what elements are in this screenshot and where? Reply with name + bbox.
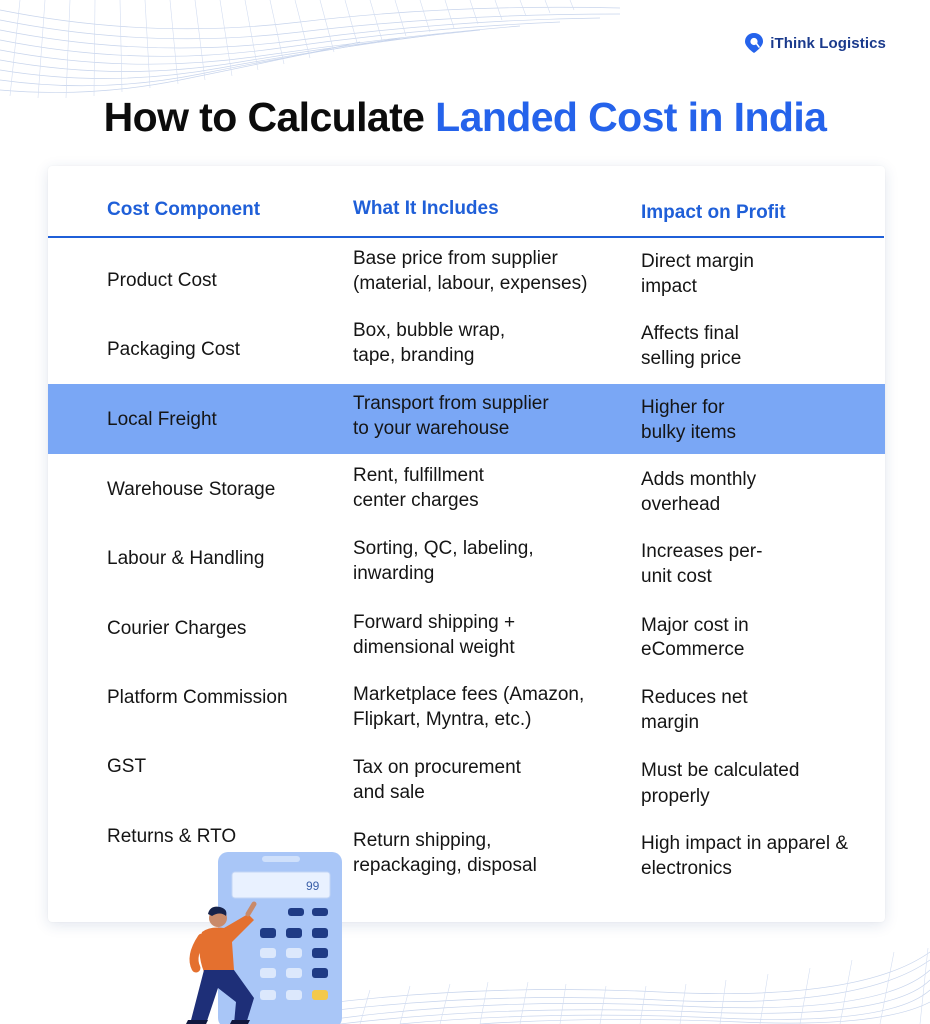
cell-includes-line1: Marketplace fees (Amazon, (353, 684, 585, 705)
cell-includes-line2: (material, labour, expenses) (353, 273, 588, 294)
cell-component: Courier Charges (107, 618, 247, 639)
table-row (48, 529, 885, 599)
cell-includes-line1: Sorting, QC, labeling, (353, 538, 534, 559)
cell-impact-line2: eCommerce (641, 639, 745, 660)
cell-component: Warehouse Storage (107, 479, 276, 500)
cell-impact-line2: margin (641, 712, 700, 733)
header-impact-on-profit: Impact on Profit (641, 202, 786, 223)
cell-component: GST (107, 756, 147, 777)
cell-includes-line1: Return shipping, (353, 830, 492, 851)
cell-includes-line2: repackaging, disposal (353, 855, 537, 876)
calculator-display: 99 (306, 879, 320, 893)
table-row (48, 240, 885, 310)
brand-logo (744, 32, 886, 54)
cell-component: Product Cost (107, 270, 217, 291)
cell-includes-line1: Forward shipping + (353, 612, 516, 633)
cell-impact-line2: unit cost (641, 566, 712, 587)
brand-name: iThink Logistics (770, 34, 886, 52)
cell-impact-line1: Higher for (641, 397, 725, 418)
cell-includes-line2: inwarding (353, 563, 435, 584)
mesh-wave-bottom (260, 930, 930, 1024)
cell-impact-line1: Affects final (641, 323, 739, 344)
cell-impact-line1: Major cost in (641, 615, 749, 636)
table-row (48, 310, 885, 380)
table-row-highlighted (48, 384, 885, 454)
cell-impact-line1: High impact in apparel & (641, 833, 848, 854)
table-header (48, 166, 885, 238)
cell-component: Packaging Cost (107, 339, 241, 360)
cell-impact-line1: Increases per- (641, 541, 763, 562)
cell-includes-line2: center charges (353, 490, 479, 511)
cell-impact-line2: electronics (641, 858, 732, 879)
cell-includes-line1: Box, bubble wrap, (353, 320, 506, 341)
cell-component: Labour & Handling (107, 548, 265, 569)
title-part-2: Landed Cost in India (435, 94, 827, 140)
person-with-calculator-icon (150, 848, 350, 1024)
cell-impact-line1: Must be calculated (641, 760, 800, 781)
cell-impact-line2: overhead (641, 494, 721, 515)
cell-impact-line1: Adds monthly (641, 469, 757, 490)
header-what-it-includes: What It Includes (353, 198, 499, 219)
cell-includes-line1: Rent, fulfillment (353, 465, 484, 486)
cell-impact-line2: impact (641, 276, 697, 297)
cell-includes-line2: and sale (353, 782, 425, 803)
cell-impact-line2: bulky items (641, 422, 737, 443)
table-row (48, 674, 885, 744)
cell-includes-line2: to your warehouse (353, 418, 510, 439)
cell-component: Platform Commission (107, 687, 288, 708)
cell-component: Returns & RTO (107, 826, 237, 847)
header-cost-component: Cost Component (107, 199, 261, 220)
cell-includes-line1: Transport from supplier (353, 393, 549, 414)
cell-impact-line2: selling price (641, 348, 742, 369)
mesh-wave-top (0, 0, 620, 100)
cell-impact-line2: properly (641, 786, 710, 807)
page-title (0, 94, 930, 141)
cell-includes-line2: Flipkart, Myntra, etc.) (353, 709, 532, 730)
cell-impact-line1: Direct margin (641, 251, 754, 272)
cell-includes-line2: dimensional weight (353, 637, 515, 658)
cell-includes-line1: Tax on procurement (353, 757, 521, 778)
table-row (48, 603, 885, 673)
cost-table (48, 166, 885, 922)
cell-includes-line2: tape, branding (353, 345, 475, 366)
cell-impact-line1: Reduces net (641, 687, 748, 708)
cell-component: Local Freight (107, 409, 217, 430)
cell-includes-line1: Base price from supplier (353, 248, 558, 269)
table-row (48, 746, 885, 816)
header-divider (48, 236, 884, 238)
location-pin-icon (744, 32, 764, 54)
table-row (48, 456, 885, 526)
title-part-1: How to Calculate (103, 94, 425, 140)
